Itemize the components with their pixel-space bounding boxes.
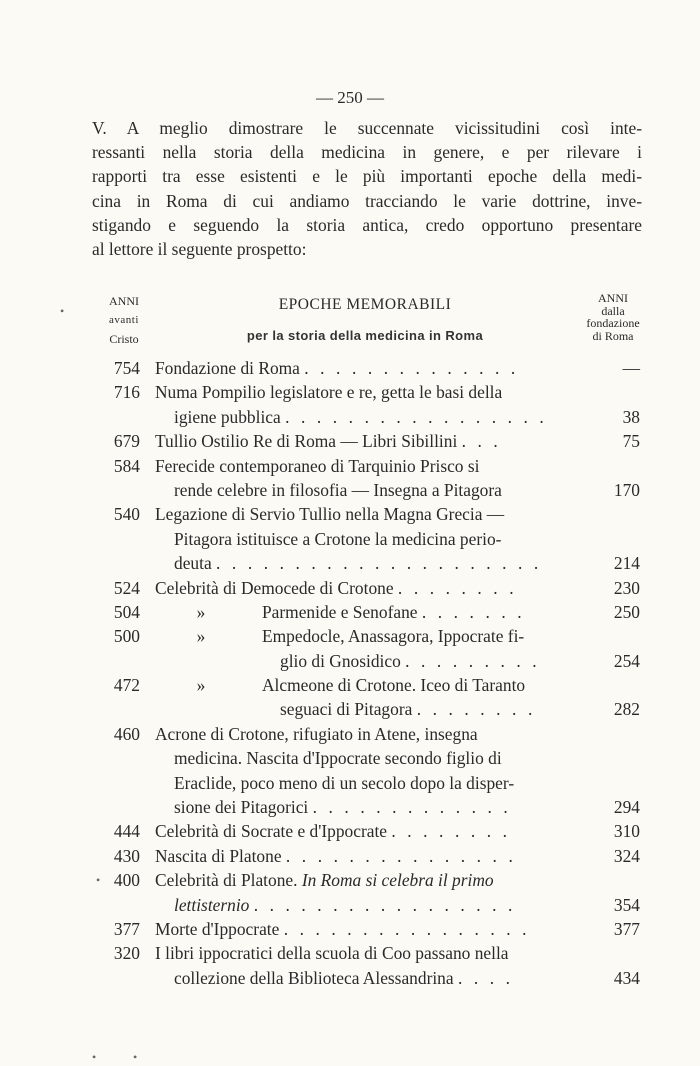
year-from-founding: 294: [613, 797, 640, 818]
epoch-text-main: Alcmeone di Crotone. Iceo di Taranto: [262, 675, 526, 696]
leader-dots: . . . . . . .: [421, 601, 526, 622]
epoch-text-italic: lettisternio: [174, 894, 250, 915]
epoch-text: [280, 697, 581, 721]
header-years-bc: [96, 292, 152, 349]
leader-dots: . . . . . . . . . . . . . . . . .: [285, 406, 548, 427]
header-epochs-title: EPOCHE MEMORABILI: [278, 296, 452, 313]
header-years-founding-line: dalla: [601, 303, 625, 318]
intro-paragraph: [92, 116, 642, 261]
table-row: [0, 819, 700, 843]
year-bc: 377: [113, 918, 140, 939]
year-bc: 500: [113, 626, 140, 647]
year-from-founding: 75: [622, 431, 640, 452]
year-from-founding: 354: [613, 894, 640, 915]
epoch-text: [174, 771, 581, 795]
epoch-text-main: Acrone di Crotone, rifugiato in Atene, insegna: [155, 723, 478, 744]
table-row: [0, 941, 700, 965]
epoch-text: [174, 405, 581, 429]
epoch-text: [155, 454, 581, 478]
epoch-text-main: glio di Gnosidico: [280, 650, 401, 671]
intro-line: V. A meglio dimostrare le succennate vicissitudini così inte-: [92, 118, 642, 138]
table-row: [0, 771, 700, 795]
epoch-text-main: Eraclide, poco meno di un secolo dopo la disper-: [174, 772, 515, 793]
intro-line: al lettore il seguente prospetto:: [92, 239, 307, 260]
year-bc: 584: [113, 455, 140, 476]
year-bc: 320: [113, 943, 140, 964]
epoch-text: [155, 576, 581, 600]
year-bc: 444: [113, 821, 140, 842]
year-bc: 504: [113, 601, 140, 622]
year-from-founding: —: [622, 358, 640, 378]
epoch-text: [262, 600, 581, 624]
table-row: [0, 356, 700, 380]
table-row: [0, 868, 700, 892]
year-from-founding: 254: [613, 650, 640, 671]
year-from-founding: 324: [613, 845, 640, 866]
intro-line: cina in Roma di cui andiamo tracciando le varie dottrine, inve-: [92, 190, 642, 211]
leader-dots: . . . . . . . . . . . . . .: [304, 358, 519, 378]
table-row: [0, 405, 700, 429]
year-from-founding: 38: [622, 406, 640, 427]
leader-dots: . . . . . . . . . . . . .: [312, 797, 512, 818]
table-row: [0, 844, 700, 868]
table-row: [0, 722, 700, 746]
header-epochs-subtitle: per la storia della medicina in Roma: [246, 328, 484, 343]
epoch-text-main: Parmenide e Senofane: [262, 601, 418, 622]
epoch-text-main: seguaci di Pitagora: [280, 699, 413, 720]
year-from-founding: 310: [613, 821, 640, 842]
table-row: [0, 893, 700, 917]
epoch-text: [174, 795, 581, 819]
intro-line: ressanti nella storia della medicina in genere, e per rilevare i: [92, 142, 642, 163]
year-from-founding: 170: [613, 479, 640, 500]
epoch-text: [262, 673, 581, 697]
epoch-text-main: Celebrità di Democede di Crotone: [155, 577, 394, 598]
epoch-text-main: Morte d'Ippocrate: [155, 918, 280, 939]
epoch-text: [155, 502, 581, 526]
epoch-text: [174, 746, 581, 770]
table-row: [0, 795, 700, 819]
leader-dots: . . . . . . . . . . . . . . . . . . . . .: [216, 553, 542, 574]
table-row: [0, 551, 700, 575]
epoch-text-italic: In Roma si celebra il primo: [301, 870, 494, 891]
year-bc: 716: [113, 382, 140, 403]
year-from-founding: 377: [613, 918, 640, 939]
epoch-text: [280, 649, 581, 673]
year-from-founding: 230: [613, 577, 640, 598]
header-years-founding: [578, 292, 648, 342]
ditto-mark: »: [196, 626, 206, 647]
epoch-text-main: I libri ippocratici della scuola di Coo passano nella: [155, 943, 509, 964]
table-row: [0, 697, 700, 721]
leader-dots: . . . . . . . . . . . . . . . . .: [253, 894, 516, 915]
intro-line: rapporti tra esse esistenti e le più importanti epoche della medi-: [92, 166, 642, 187]
table-row: [0, 624, 700, 648]
epoch-text: [174, 527, 581, 551]
table-row: [0, 454, 700, 478]
table-row: [0, 576, 700, 600]
leader-dots: . . . . . . . . .: [405, 650, 541, 671]
leader-dots: . . . . . . . .: [391, 821, 511, 842]
header-years-bc-line: Cristo: [109, 332, 139, 346]
margin-mark: •: [60, 304, 65, 318]
epoch-text-main: Empedocle, Anassagora, Ippocrate fi-: [262, 626, 525, 647]
year-bc: 540: [113, 504, 140, 525]
epoch-text-main: deuta: [174, 553, 212, 574]
year-from-founding: 434: [613, 967, 640, 988]
header-epochs: [170, 296, 560, 343]
year-from-founding: 214: [613, 553, 640, 574]
year-bc: 400: [113, 870, 140, 891]
epoch-text-main: collezione della Biblioteca Alessandrina: [174, 967, 454, 988]
leader-dots: . . . .: [457, 967, 514, 988]
epoch-text: [155, 429, 581, 453]
intro-line: stigando e seguendo la storia antica, credo opportuno presentare: [92, 214, 642, 235]
leader-dots: . . . . . . . . . . . . . . .: [285, 845, 517, 866]
leader-dots: . . . . . . . . . . . . . . . .: [283, 918, 531, 939]
epoch-text-main: Nascita di Platone: [155, 845, 282, 866]
year-bc: 524: [113, 577, 140, 598]
epoch-text: [174, 966, 581, 990]
epoch-text-main: Celebrità di Platone.: [155, 870, 298, 891]
epoch-text-main: igiene pubblica: [174, 406, 281, 427]
header-years-bc-line: avanti: [109, 314, 139, 326]
epoch-text: [262, 624, 581, 648]
year-bc: 679: [113, 431, 140, 452]
epoch-text: [155, 819, 581, 843]
year-bc: 460: [113, 723, 140, 744]
margin-mark: •: [96, 873, 101, 887]
leader-dots: . . . . . . . .: [397, 577, 518, 598]
table-row: [0, 527, 700, 551]
epoch-text-main: Fondazione di Roma: [155, 358, 300, 378]
epoch-text-main: Celebrità di Socrate e d'Ippocrate: [155, 821, 388, 842]
epoch-text: [155, 380, 581, 404]
header-years-founding-line: fondazione: [586, 316, 640, 330]
epoch-text: [155, 941, 581, 965]
year-from-founding: 282: [613, 699, 640, 720]
epoch-text-main: rende celebre in filosofia — Insegna a Pitagora: [174, 479, 502, 500]
year-from-founding: 250: [613, 601, 640, 622]
epoch-text: [155, 917, 581, 941]
epoch-text: [174, 893, 581, 917]
table-row: [0, 380, 700, 404]
table-row: [0, 917, 700, 941]
header-years-founding-line: ANNI: [598, 291, 628, 305]
epoch-text: [174, 551, 581, 575]
epoch-text-main: sione dei Pitagorici: [174, 797, 309, 818]
ditto-mark: »: [196, 675, 206, 696]
ditto-mark: »: [196, 601, 206, 622]
chronology-table: [0, 356, 700, 990]
epoch-text-main: Numa Pompilio legislatore e re, getta le basi della: [155, 382, 503, 403]
table-row: [0, 502, 700, 526]
table-row: [0, 600, 700, 624]
epoch-text: [155, 844, 581, 868]
table-row: [0, 966, 700, 990]
year-bc: 430: [113, 845, 140, 866]
table-row: [0, 673, 700, 697]
table-row: [0, 429, 700, 453]
page-number: — 250 —: [316, 88, 384, 107]
margin-mark: •: [133, 1050, 138, 1064]
epoch-text: [155, 868, 581, 892]
leader-dots: . . . . . . . .: [416, 699, 536, 720]
year-bc: 754: [113, 358, 140, 378]
header-years-founding-line: di Roma: [592, 328, 634, 343]
epoch-text-main: Tullio Ostilio Re di Roma — Libri Sibillini: [155, 431, 458, 452]
epoch-text: [174, 478, 581, 502]
table-row: [0, 649, 700, 673]
leader-dots: . . .: [461, 431, 502, 452]
epoch-text-main: medicina. Nascita d'Ippocrate secondo figlio di: [174, 748, 502, 769]
table-row: [0, 746, 700, 770]
epoch-text: [155, 722, 581, 746]
epoch-text-main: Legazione di Servio Tullio nella Magna Grecia —: [155, 504, 505, 525]
margin-mark: •: [92, 1050, 97, 1064]
header-years-bc-line: ANNI: [109, 294, 139, 308]
year-bc: 472: [113, 675, 140, 696]
epoch-text-main: Ferecide contemporaneo di Tarquinio Prisco si: [155, 455, 480, 476]
epoch-text-main: Pitagora istituisce a Crotone la medicina perio-: [174, 528, 502, 549]
epoch-text: [155, 356, 581, 380]
table-row: [0, 478, 700, 502]
